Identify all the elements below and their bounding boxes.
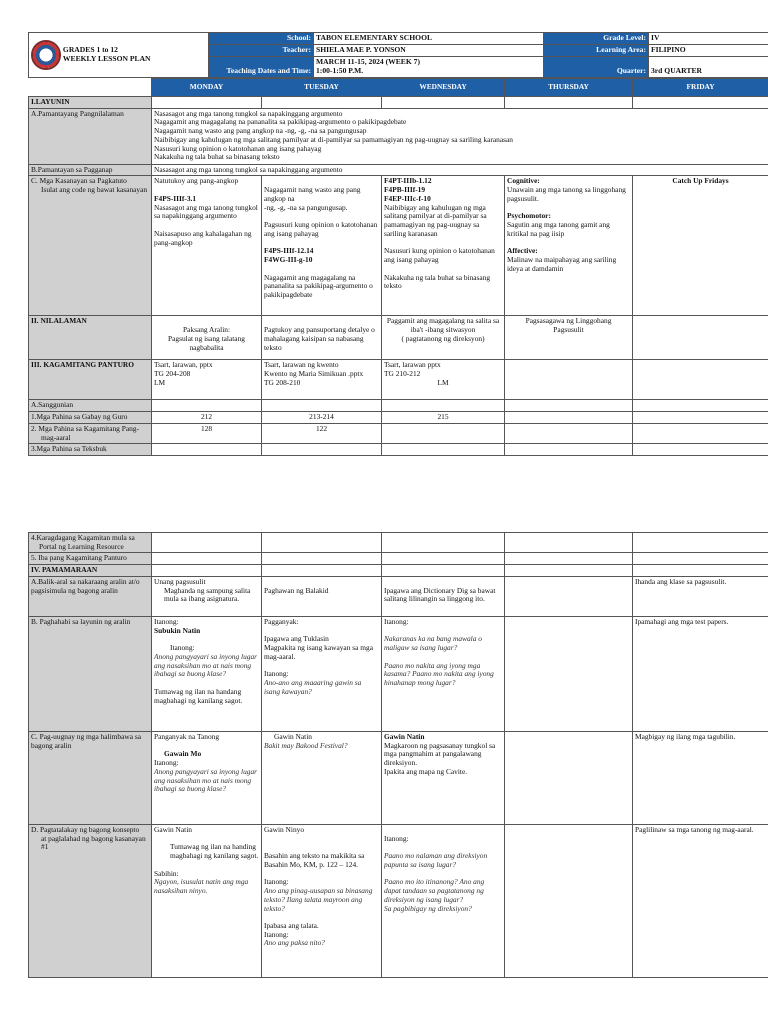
- dates-value: [314, 56, 544, 77]
- text-line: Pagtukoy ang pansuportang detalye o mahalagang kaisipan sa nabasang teksto: [264, 325, 375, 352]
- kasanayan-wednesday: [382, 176, 505, 316]
- question-text: Ano-ano ang maaaring gawin sa isang kawayan?: [264, 678, 362, 696]
- text-line: Gawin Natin: [274, 731, 312, 741]
- text-line: Tumawag ng ilan na handing magbahagi ng kanilang sagot.: [170, 842, 259, 861]
- code-text: F4PS-IIIf-3.1: [154, 193, 197, 203]
- pamantayang-label: A.Pamantayang Pangnilalaman: [29, 108, 152, 164]
- question-text: Paano mo ito itinanong? Ano ang dapat tandaan sa pagtatanong ng direksiyon ng isang lugar?: [384, 877, 485, 904]
- question-text: Ngayon, isusulat natin ang mga nasaksihan ninyo.: [154, 877, 249, 896]
- text-line: Paghawan ng Balakid: [264, 585, 329, 595]
- text-line: Natutukoy ang pang-angkop: [154, 176, 239, 186]
- text-line: mag-aaral: [41, 432, 71, 442]
- nilalaman-tuesday: [262, 316, 382, 360]
- plan-title-line1: GRADES 1 to 12: [62, 44, 118, 54]
- kagamitan-mag-tuesday: 122: [262, 423, 382, 443]
- paghahabi-monday: [152, 616, 262, 731]
- domain-label: Cognitive:: [507, 176, 540, 186]
- code-text: F4PS-IIIf-12.14: [264, 246, 314, 256]
- gabay-wednesday: 215: [382, 412, 505, 424]
- pamantayang-line: Naibibigay ang kahulugan ng mga salitang pamilyar at di-pamilyar sa pamamagiyan ng pag-uugnay sa sariling karanasan: [154, 134, 513, 144]
- question-text: Anong pangyayari sa inyong lugar ang nasaksihan mo at nais mong ibahagi sa buong klase?: [154, 766, 258, 794]
- text-line: Itanong:: [264, 877, 289, 887]
- day-monday: MONDAY: [152, 79, 262, 97]
- pag-uugnay-monday: [152, 731, 262, 824]
- kagamitan-wednesday: [382, 360, 505, 400]
- text-line: Nagagamit ang magagalang na pananalita sa pakikipag-argumento o pakikipagdebate: [264, 272, 373, 300]
- lesson-plan-table-1: [28, 78, 768, 456]
- plan-title-cell: [29, 33, 209, 78]
- text-line: Pagsusuri kung opinion o katotohanan ang isang pahayag: [264, 220, 378, 238]
- area-label: Learning Area:: [544, 44, 649, 56]
- text-line: Itanong:: [264, 929, 289, 939]
- text-line: Panganyak na Tanong: [154, 731, 220, 741]
- text-line: 2. Mga Pahina sa Kagamitang Pang-: [31, 423, 139, 433]
- grade-value: IV: [649, 33, 768, 45]
- lesson-plan-table-2: [28, 532, 768, 978]
- kasanayan-label-1: C. Mga Kasanayan sa Pagkatuto: [31, 176, 127, 186]
- pamantayang-line: Nagagamit ang magagalang na pananalita sa pakikipag-argumento o pakikipagdebate: [154, 117, 407, 127]
- text-line: at paglalahad ng bagong kasanayan #1: [41, 833, 146, 852]
- school-value: TABON ELEMENTARY SCHOOL: [314, 33, 544, 45]
- pagtatalakay-label: [29, 824, 152, 977]
- text-line: Malinaw na maipahayag ang sariling ideya at damdamin: [507, 255, 617, 273]
- text-line: Subukin Natin: [154, 625, 201, 635]
- pag-uugnay-wednesday: [382, 731, 505, 824]
- paghahabi-wednesday: [382, 616, 505, 731]
- gabay-tuesday: 213-214: [262, 412, 382, 424]
- text-line: Sabihin:: [154, 868, 179, 878]
- text-line: ( pagtatanong ng direksyon): [401, 333, 485, 343]
- text-line: Itanong:: [170, 643, 195, 653]
- pamantayang-line: Nasusuri kung opinion o katotohanan ang isang pahayag: [154, 143, 322, 153]
- pamamaraan-heading: IV. PAMAMARAAN: [29, 565, 152, 577]
- question-text: Anong pangyayari sa inyong lugar ang nasaksihan mo at nais mong ibahagi sa buong klase?: [154, 651, 258, 679]
- text-line: Sagutin ang mga tanong gamit ang kritikal na pag iisip: [507, 220, 610, 238]
- plan-title-line2: WEEKLY LESSON PLAN: [62, 53, 151, 63]
- text-line: Gawin Ninyo: [264, 824, 305, 834]
- dates-text: MARCH 11-15, 2024 (WEEK 7): [316, 56, 420, 66]
- balik-aral-wednesday: [382, 576, 505, 616]
- pag-uugnay-tuesday: [262, 731, 382, 824]
- text-line: Paksang Aralin:: [182, 325, 230, 335]
- layunin-heading: I.LAYUNIN: [29, 97, 152, 109]
- domain-label: Affective:: [507, 246, 538, 256]
- text-line: Ipagawa ang Dictionary Dig sa bawat salitang lilinangin sa linggong ito.: [384, 585, 496, 604]
- iba-label: 5. Iba pang Kagamitang Panturo: [29, 553, 152, 565]
- kasanayan-monday: [152, 176, 262, 316]
- text-line: D. Pagtatalakay ng bagong konsepto: [31, 824, 140, 834]
- text-line: -ng, -g, -na sa pangungusap.: [264, 202, 348, 212]
- text-line: TG 204-208: [154, 369, 191, 379]
- text-line: Ipagawa ang Tuklasin: [264, 634, 329, 644]
- pagtatalakay-monday: [152, 824, 262, 977]
- text-line: Magkaroon ng pagsasanay tungkol sa mga pangmahim at pangalawang direksiyon.: [384, 740, 496, 768]
- kagamitan-mag-monday: 128: [152, 423, 262, 443]
- domain-label: Psychomotor:: [507, 211, 551, 221]
- question-text: Bakit may Bakood Festival?: [264, 740, 348, 750]
- question-text: Nakaranas ka na bang mawala o maligaw sa isang lugar?: [384, 634, 482, 653]
- balik-aral-monday: [152, 576, 262, 616]
- balik-aral-tuesday: [262, 576, 382, 616]
- text-line: TG 208-210: [264, 377, 301, 387]
- text-line: Nagagamit nang wasto ang pang angkop na: [264, 185, 361, 203]
- nilalaman-thursday: [505, 316, 633, 360]
- pag-uugnay-thursday: Magbigay ng ilang mga tagubilin.: [633, 731, 768, 824]
- text-line: Kwento ng Maria Simikuan .pptx: [264, 369, 364, 379]
- pamantayang-line: Nasasagot ang mga tanong tungkol sa napakinggang argumento: [154, 108, 343, 118]
- pamantayang-line: Nakakuha ng tala buhat sa binasang teksto: [154, 152, 280, 162]
- kasanayan-thursday: [505, 176, 633, 316]
- sanggunian-label: A.Sanggunian: [29, 400, 152, 412]
- balik-aral-thursday: Ihanda ang klase sa pagsusulit.: [633, 576, 768, 616]
- pamantayang-content: [152, 108, 768, 164]
- text-line: Unang pagsusulit: [154, 576, 206, 586]
- text-line: LM: [437, 377, 449, 387]
- paghahabi-label: B. Paghahabi sa layunin ng aralin: [29, 616, 152, 731]
- text-line: Pagsulat ng isang talatang nagbabalita: [168, 333, 245, 352]
- teacher-label: Teacher:: [209, 44, 314, 56]
- text-line: Portal ng Learning Resource: [39, 541, 124, 551]
- text-line: Basahin ang teksto na makikita sa Basahin Mo, KM, p. 122 – 124.: [264, 851, 365, 869]
- day-wednesday: WEDNESDAY: [382, 79, 505, 97]
- question-text: Paano mo nakita ang iyong mga kasama? Paano mo nakita ang iyong hinahanap mong lugar?: [384, 660, 494, 688]
- day-thursday: THURSDAY: [505, 79, 633, 97]
- text-line: Pagganyak:: [264, 616, 299, 626]
- pagganap-label: B.Pamantayan sa Pagganap: [29, 164, 152, 176]
- quarter-label: Quarter:: [544, 56, 649, 77]
- kasanayan-friday: Catch Up Fridays: [633, 176, 768, 316]
- text-line: TG 210-212: [384, 369, 421, 379]
- text-line: Nasasagot ang mga tanong tungkol sa napakinggang argumento: [154, 202, 258, 221]
- code-text: F4WG-III-g-10: [264, 255, 313, 265]
- day-friday: FRIDAY: [633, 79, 768, 97]
- text-line: Tumawag ng ilan na handang magbahagi ng kanilang sagot.: [154, 686, 243, 705]
- code-text: F4PB-IIIf-19: [384, 185, 426, 195]
- deped-seal-icon: [31, 40, 61, 70]
- text-line: Itanong:: [154, 616, 179, 626]
- kagamitan-tuesday: [262, 360, 382, 400]
- dates-label: Teaching Dates and Time:: [209, 56, 314, 77]
- text-line: Magpakita ng isang kawayan sa mga mag-aaral.: [264, 643, 373, 661]
- gabay-label: 1.Mga Pahina sa Gabay ng Guro: [29, 412, 152, 424]
- kasanayan-tuesday: [262, 176, 382, 316]
- text-line: Unawain ang mga tanong sa linggohang pagsusulit.: [507, 185, 626, 203]
- text-line: Itanong:: [384, 833, 409, 843]
- kagamitan-mag-label: [29, 423, 152, 443]
- pamantayang-line: Nagagamit nang wasto ang pang angkop na -ng, -g, -na sa pangungusap: [154, 126, 367, 136]
- text-line: Nakakuha ng tala buhat sa binasang teksto: [384, 272, 491, 291]
- kagamitan-label: III. KAGAMITANG PANTURO: [29, 360, 152, 400]
- text-line: Naisasapuso ang kahalagahan ng pang-angkop: [154, 228, 252, 247]
- code-text: F4EP-IIIc-f-10: [384, 193, 431, 203]
- lr-label: [29, 533, 152, 553]
- text-line: Tsart, larawan pptx: [384, 360, 441, 370]
- nilalaman-monday: [152, 316, 262, 360]
- kasanayan-label: [29, 176, 152, 316]
- text-line: Itanong:: [384, 616, 409, 626]
- text-line: Ipakita ang mapa ng Cavite.: [384, 766, 468, 776]
- text-line: Paggamit ang magagalang na salita sa iba't -ibang sitwasyon: [386, 316, 500, 335]
- pagtatalakay-thursday: Paglilinaw sa mga tanong ng mag-aaral.: [633, 824, 768, 977]
- balik-aral-label: A.Balik-aral sa nakaraang aralin at/o pagsisimula ng bagong aralin: [29, 576, 152, 616]
- question-text: Ano ang paksa nito?: [264, 938, 325, 948]
- text-line: Nasusuri kung opinion o katotohanan ang isang pahayag: [384, 246, 495, 265]
- pag-uugnay-label: C. Pag-uugnay ng mga halimbawa sa bagong aralin: [29, 731, 152, 824]
- gabay-monday: 212: [152, 412, 262, 424]
- pagtatalakay-wednesday: [382, 824, 505, 977]
- teksbuk-label: 3.Mga Pahina sa Teksbuk: [29, 444, 152, 456]
- text-line: Tsart, larawan, pptx: [154, 360, 213, 370]
- question-text: Paano mo nalaman ang direksiyon papunta sa isang lugar?: [384, 851, 488, 869]
- paghahabi-tuesday: [262, 616, 382, 731]
- nilalaman-wednesday: [382, 316, 505, 360]
- text-line: Itanong:: [154, 758, 179, 768]
- question-text: Sa pagbibigay ng direksiyon?: [384, 903, 472, 913]
- quarter-value: 3rd QUARTER: [649, 56, 768, 77]
- kasanayan-label-2: Isulat ang code ng bawat kasanayan: [41, 185, 148, 195]
- text-line: Maghanda ng sampung salita mula sa ibang asignatura.: [164, 585, 251, 604]
- lesson-plan-header: [28, 32, 768, 78]
- school-label: School:: [209, 33, 314, 45]
- time-text: 1:00-1:50 P.M.: [316, 65, 364, 75]
- paghahabi-thursday: Ipamahagi ang mga test papers.: [633, 616, 768, 731]
- text-line: Gawin Natin: [154, 824, 192, 834]
- text-line: Gawain Mo: [164, 749, 202, 759]
- text-line: 4.Karagdagang Kagamitan mula sa: [31, 533, 135, 542]
- teacher-value: SHIELA MAE P. YONSON: [314, 44, 544, 56]
- text-line: Tsart, larawan ng kwento: [264, 360, 339, 370]
- text-line: Naibibigay ang kahulugan ng mga salitang pamilyar at di-pamilyar sa pamamagiyan ng pag-uugnay sa sariling karanasan: [384, 202, 487, 238]
- pagganap-content: Nasasagot ang mga tanong tungkol sa napakinggang argumento: [152, 164, 768, 176]
- text-line: Gawin Natin: [384, 731, 425, 741]
- grade-label: Grade Level:: [544, 33, 649, 45]
- kagamitan-monday: [152, 360, 262, 400]
- text-line: LM: [154, 377, 166, 387]
- text-line: Ipabasa ang talata.: [264, 921, 319, 931]
- pagtatalakay-tuesday: [262, 824, 382, 977]
- question-text: Ano ang pinag-uusapan sa binasang teksto? Ilang talata mayroon ang teksto?: [264, 886, 373, 913]
- nilalaman-label: II. NILALAMAN: [29, 316, 152, 360]
- text-line: Pagsusulit: [553, 325, 584, 335]
- text-line: Pagsasagawa ng Linggohang: [525, 316, 612, 326]
- code-text: F4PT-IIIb-1.12: [384, 176, 432, 186]
- text-line: Itanong:: [264, 669, 289, 679]
- day-tuesday: TUESDAY: [262, 79, 382, 97]
- area-value: FILIPINO: [649, 44, 768, 56]
- corner-cell: [29, 79, 152, 97]
